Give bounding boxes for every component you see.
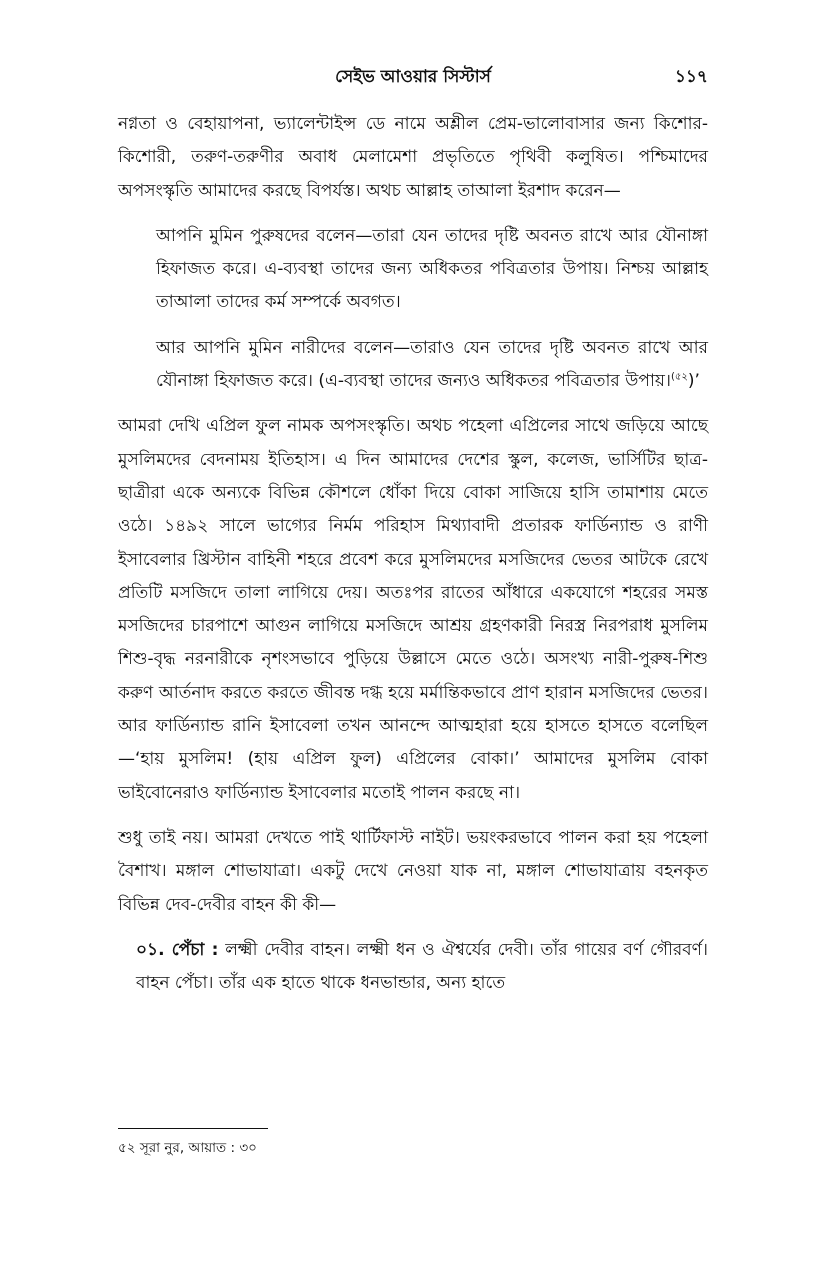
paragraph-celebrations: শুধু তাই নয়। আমরা দেখতে পাই থার্টিফাস্ট নাইট। ভয়ংকরভাবে পালন করা হয় পহেলা বৈশাখ। মঙ্গাল শোভাযাত্রা। একটু দেখে নেওয়া যাক না, মঙ্গাল শোভাযাত্রায় বহনকৃত বিভিন্ন দেব-দেবীর বাহন কী কী—	[118, 827, 708, 915]
footnote: ৫২ সূরা নুর, আয়াত : ৩০	[118, 1140, 257, 1156]
footnote-reference-number: ৫২	[674, 371, 688, 383]
footnote-reference: (৫২	[670, 371, 688, 383]
quote-verse-women-text: আর আপনি মুমিন নারীদের বলেন—তারাও যেন তাদের দৃষ্টি অবনত রাখে আর যৌনাঙ্গা হিফাজত করে। (এ-ব্যবস্থা তাদের জন্যও অধিকতর পবিত্রতার উপায়।	[156, 337, 708, 392]
quote-verse-men: আপনি মুমিন পুরুষদের বলেন—তারা যেন তাদের দৃষ্টি অবনত রাখে আর যৌনাঙ্গা হিফাজত করে। এ-ব্যবস্থা তাদের জন্য অধিকতর পবিত্রতার উপায়। নিশ্চয় আল্লাহ তাআলা তাদের কর্ম সম্পর্কে অবগত।	[156, 225, 708, 313]
body-text	[118, 108, 708, 1000]
page-number: ১১৭	[674, 67, 708, 87]
list-item-owl	[136, 934, 708, 1001]
list-item-label: ০১. পেঁচা :	[136, 939, 219, 960]
paragraph-april-fool: আমরা দেখি এপ্রিল ফুল নামক অপসংস্কৃতি। অথচ পহেলা এপ্রিলের সাথে জড়িয়ে আছে মুসলিমদের বেদনাময় ইতিহাস। এ দিন আমাদের দেশের স্কুল, কলেজ, ভার্সিটির ছাত্র-ছাত্রীরা একে অন্যকে বিভিন্ন কৌশলে ধোঁকা দিয়ে বোকা সাজিয়ে হাসি তামাশায় মেতে ওঠে। ১৪৯২ সালে ভাগ্যের নির্মম পরিহাস মিথ্যাবাদী প্রতারক ফার্ডিন্যান্ড ও রাণী ইসাবেলার খ্রিস্টান বাহিনী শহরে প্রবেশ করে মুসলিমদের মসজিদের ভেতর আটকে রেখে প্রতিটি মসজিদে তালা লাগিয়ে দেয়। অতঃপর রাতের আঁধারে একযোগে শহরের সমস্ত মসজিদের চারপাশে আগুন লাগিয়ে মসজিদে আশ্রয় গ্রহণকারী নিরস্ত্র নিরপরাধ মুসলিম শিশু-বৃদ্ধ নরনারীকে নৃশংসভাবে পুড়িয়ে উল্লাসে মেতে ওঠে। অসংখ্য নারী-পুরুষ-শিশু করুণ আর্তনাদ করতে করতে জীবন্ত দগ্ধ হয়ে মর্মান্তিকভাবে প্রাণ হারান মসজিদের ভেতর। আর ফার্ডিন্যান্ড রানি ইসাবেলা তখন আনন্দে আত্মহারা হয়ে হাসতে হাসতে বলেছিল—‘হায় মুসলিম! (হায় এপ্রিল ফুল) এপ্রিলের বোকা।’ আমাদের মুসলিম বোকা ভাইবোনেরাও ফার্ডিন্যান্ড ইসাবেলার মতোই পালন করছে না।	[118, 416, 708, 803]
running-header	[118, 60, 708, 90]
list-item-text: লক্ষ্মী দেবীর বাহন। লক্ষ্মী ধন ও ঐশ্বর্যের দেবী। তাঁর গায়ের বর্ণ গৌরবর্ণ। বাহন পেঁচা। তাঁর এক হাতে থাকে ধনভান্ডার, অন্য হাতে	[136, 939, 708, 994]
quote-close-mark: )’	[687, 371, 700, 392]
footnote-divider	[118, 1128, 268, 1129]
quote-verse-women	[156, 332, 708, 399]
running-title: সেইভ আওয়ার সিস্টার্স	[335, 67, 491, 87]
paragraph-intro: নগ্নতা ও বেহায়াপনা, ভ্যালেন্টাইন্স ডে নামে অশ্লীল প্রেম-ভালোবাসার জন্য কিশোর-কিশোরী, তরুণ-তরুণীর অবাধ মেলামেশা প্রভৃতিতে পৃথিবী কলুষিত। পশ্চিমাদের অপসংস্কৃতি আমাদের করছে বিপর্যস্ত। অথচ আল্লাহ তাআলা ইরশাদ করেন—	[118, 114, 708, 201]
